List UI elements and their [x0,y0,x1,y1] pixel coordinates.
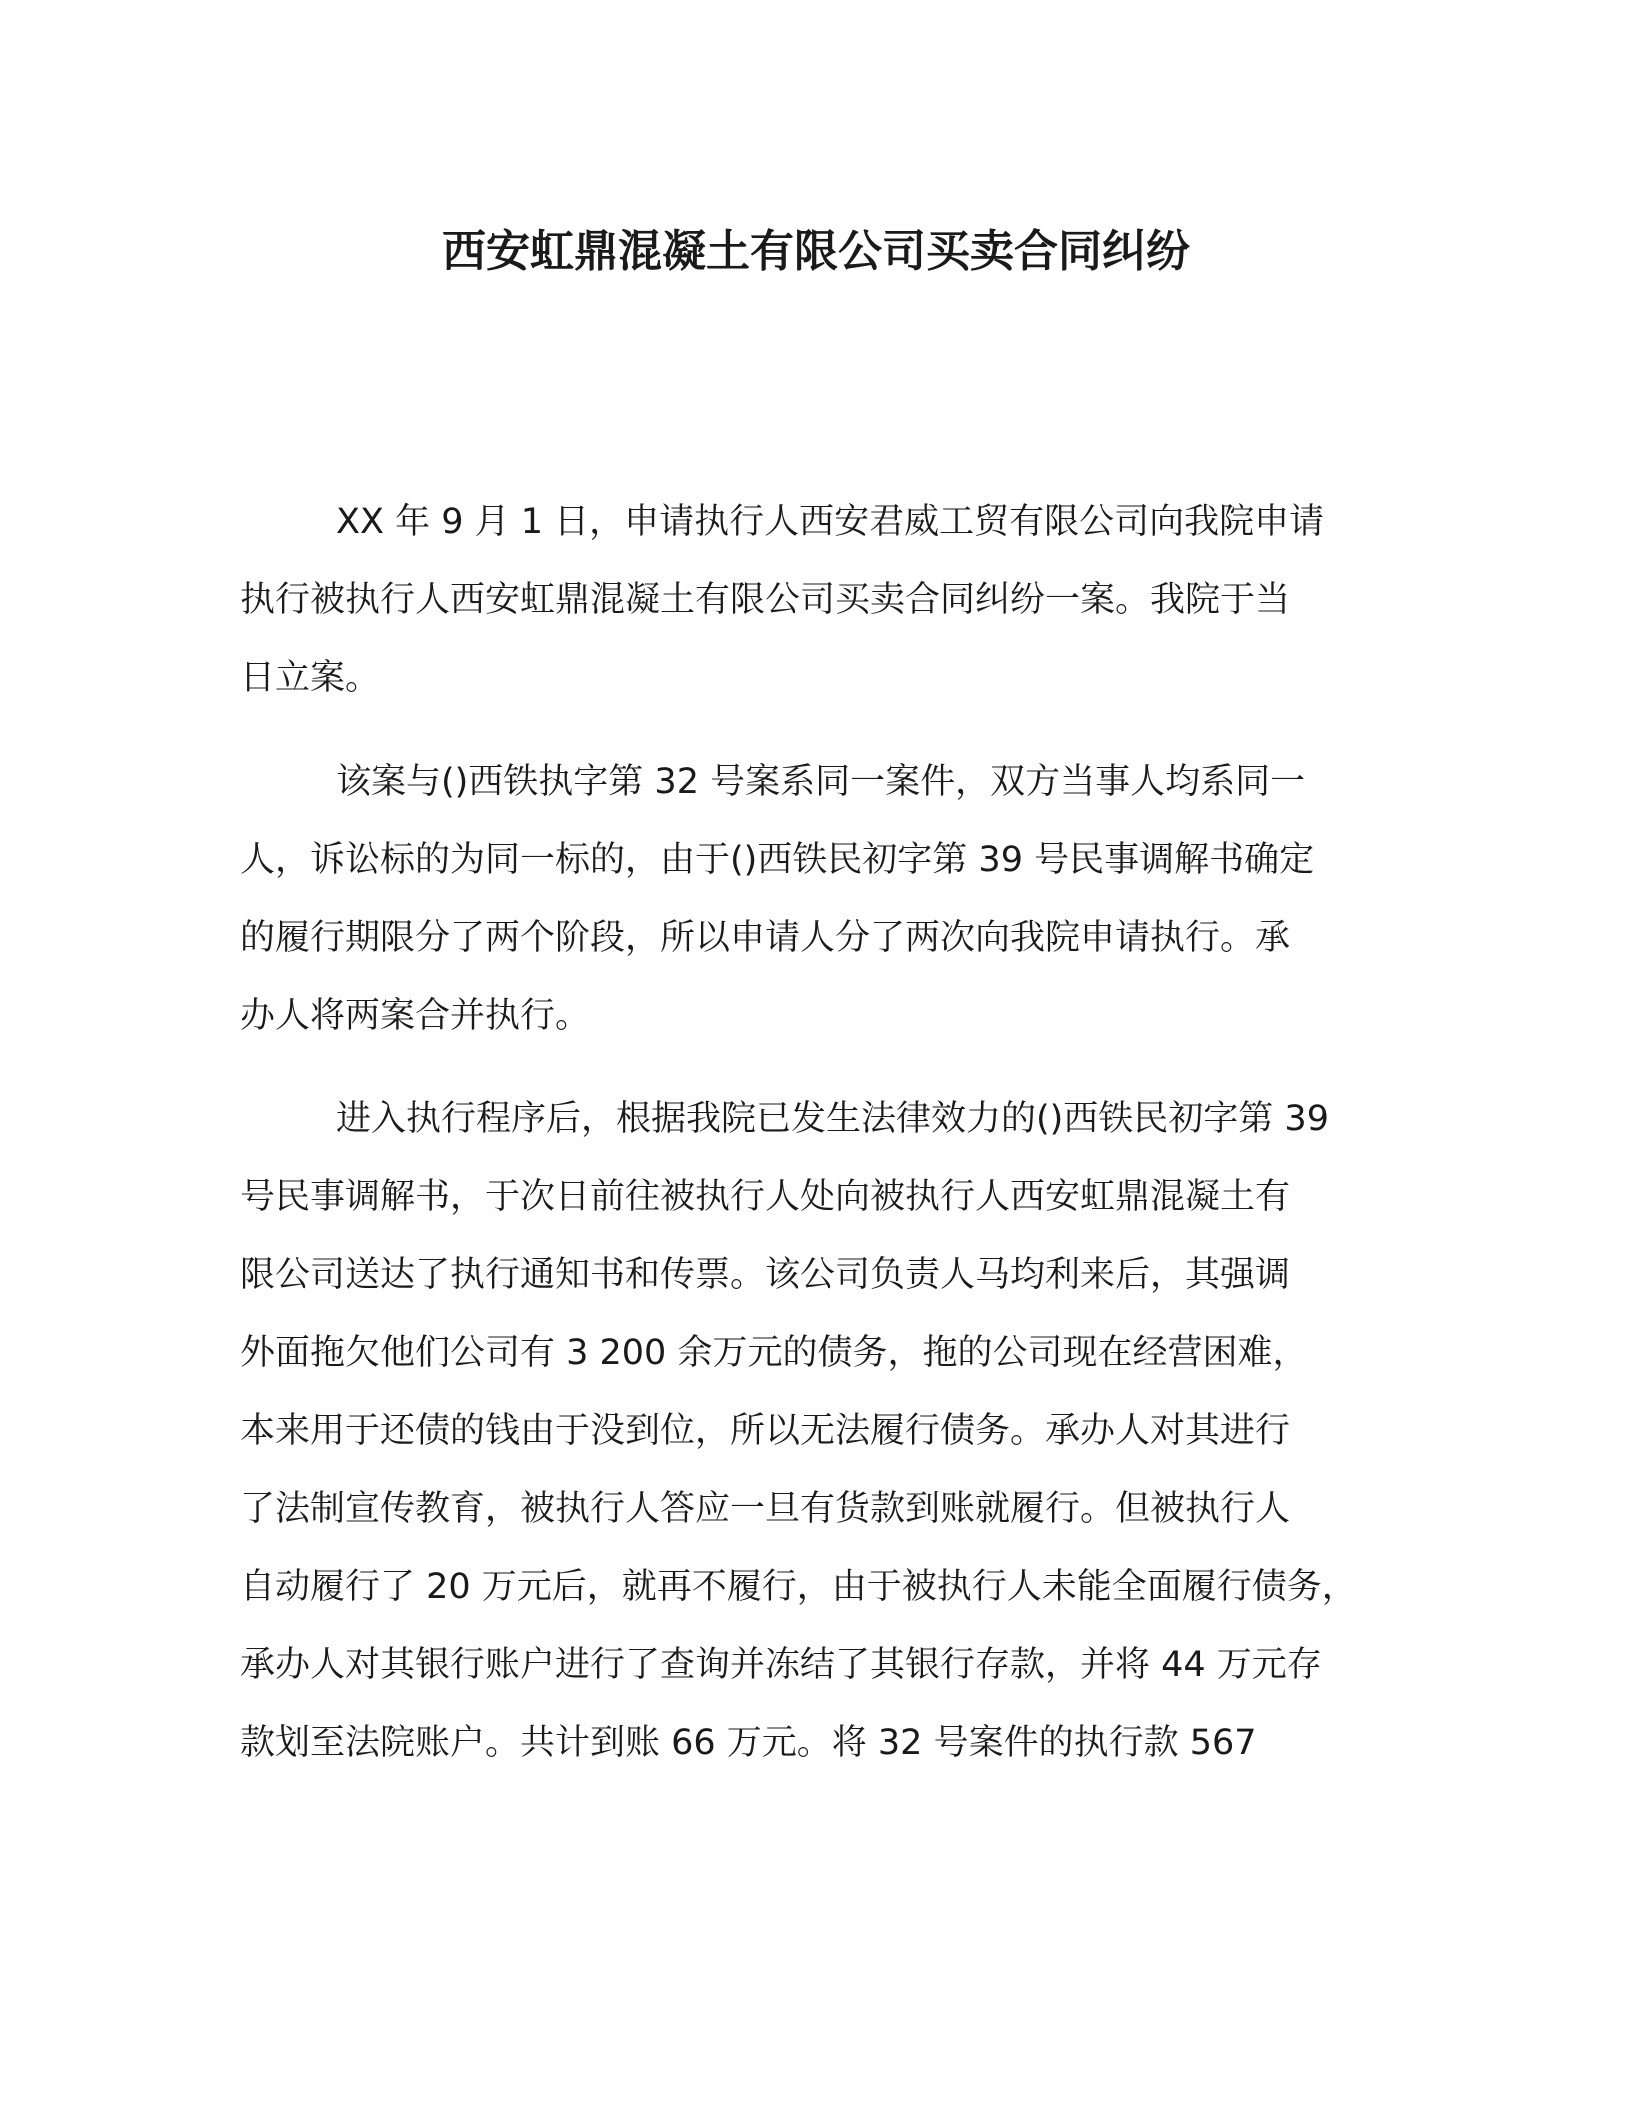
paragraph-line: 办人将两案合并执行。 [240,996,591,1036]
paragraph-line: 号民事调解书，于次日前往被执行人处向被执行人西安虹鼎混凝土有 [240,1177,1291,1217]
paragraph-line: 执行被执行人西安虹鼎混凝土有限公司买卖合同纠纷一案。我院于当 [240,580,1291,620]
paragraph-line: XX 年 9 月 1 日，申请执行人西安君威工贸有限公司向我院申请 [336,502,1325,542]
paragraph-line: 限公司送达了执行通知书和传票。该公司负责人马均利来后，其强调 [240,1255,1291,1295]
document-title: 西安虹鼎混凝土有限公司买卖合同纠纷 [442,226,1190,277]
paragraph-line: 了法制宣传教育，被执行人答应一旦有货款到账就履行。但被执行人 [240,1489,1291,1529]
paragraph-execution-process [240,1080,1430,1782]
paragraph-line: 本来用于还债的钱由于没到位，所以无法履行债务。承办人对其进行 [240,1411,1291,1451]
paragraph-line: 该案与()西铁执字第 32 号案系同一案件，双方当事人均系同一 [336,762,1306,802]
paragraph-case-merge [240,743,1430,1055]
paragraph-line: 的履行期限分了两个阶段，所以申请人分了两次向我院申请执行。承 [240,918,1291,958]
paragraph-line: 款划至法院账户。共计到账 66 万元。将 32 号案件的执行款 567 [240,1723,1257,1763]
paragraph-line: 人，诉讼标的为同一标的，由于()西铁民初字第 39 号民事调解书确定 [240,840,1315,880]
paragraph-line: 进入执行程序后，根据我院已发生法律效力的()西铁民初字第 39 [336,1099,1329,1139]
paragraph-case-filing [240,483,1430,717]
paragraph-line: 承办人对其银行账户进行了查询并冻结了其银行存款，并将 44 万元存 [240,1645,1322,1685]
paragraph-line: 自动履行了 20 万元后，就再不履行，由于被执行人未能全面履行债务， [240,1567,1357,1607]
paragraph-line: 日立案。 [240,658,381,698]
paragraph-line: 外面拖欠他们公司有 3 200 余万元的债务，拖的公司现在经营困难， [240,1333,1308,1373]
